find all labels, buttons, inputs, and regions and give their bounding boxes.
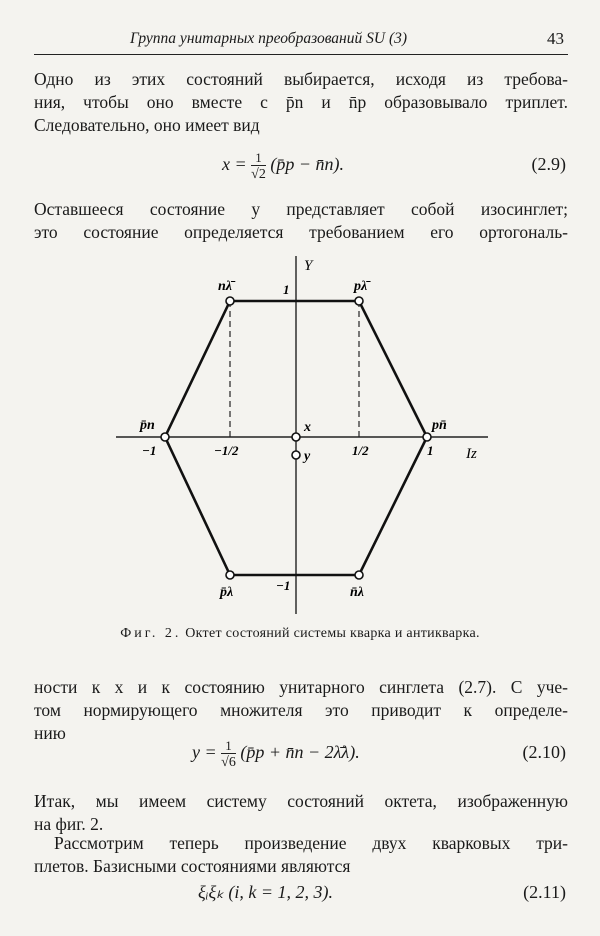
text-line: Одно из этих состояний выбирается, исходя из требова- bbox=[34, 69, 568, 89]
state-label-x: x bbox=[304, 420, 311, 435]
running-title: Группа унитарных преобразований SU (3) bbox=[130, 30, 408, 47]
caption-lead: Фиг. 2. bbox=[120, 626, 182, 641]
text-line: Следовательно, оно имеет вид bbox=[34, 115, 260, 135]
equation-2-11 bbox=[34, 880, 568, 920]
state-point bbox=[355, 297, 363, 305]
page-number: 43 bbox=[547, 29, 564, 48]
state-point bbox=[226, 571, 234, 579]
equation-2-10 bbox=[34, 736, 568, 776]
axis-x-label: Iz bbox=[466, 446, 477, 462]
text-line: Итак, мы имеем систему состояний октета, изображенную bbox=[34, 791, 568, 811]
state-point bbox=[226, 297, 234, 305]
text-line: нию bbox=[34, 723, 66, 743]
state-label-left: p̄n bbox=[140, 418, 155, 433]
axis-y-label: Y bbox=[304, 258, 313, 274]
octet-diagram bbox=[0, 248, 600, 628]
tick-x-left: −1 bbox=[142, 443, 157, 458]
equation-fraction bbox=[251, 150, 266, 182]
paragraph-4 bbox=[34, 790, 568, 836]
text-line: Рассмотрим теперь произведение двух кварковых три- bbox=[54, 833, 568, 853]
tick-x-right: 1 bbox=[427, 443, 434, 458]
text-line: это состояние определяется требованием его ортогональ- bbox=[34, 222, 568, 242]
paragraph-3 bbox=[34, 676, 568, 745]
paragraph-2 bbox=[34, 198, 568, 244]
paragraph-5 bbox=[34, 832, 568, 878]
fraction-denominator: √2 bbox=[251, 167, 266, 182]
running-header bbox=[34, 28, 568, 55]
state-point-x bbox=[292, 433, 300, 441]
equation-number: (2.10) bbox=[522, 742, 566, 762]
fraction-denominator: √6 bbox=[221, 755, 236, 770]
figure-caption bbox=[0, 626, 600, 642]
state-label-bottom-right: n̄λ bbox=[350, 585, 364, 600]
fraction-numerator: 1 bbox=[255, 150, 262, 165]
equation-2-9 bbox=[34, 148, 568, 188]
state-point bbox=[161, 433, 169, 441]
equation-fraction bbox=[221, 738, 236, 770]
equation-rhs: (p̄p + n̄n − 2λ̄λ). bbox=[240, 742, 360, 763]
fraction-numerator: 1 bbox=[225, 738, 232, 753]
state-point bbox=[423, 433, 431, 441]
paragraph-1 bbox=[34, 68, 568, 137]
equation-lhs: x = bbox=[222, 154, 247, 175]
equation-number: (2.11) bbox=[523, 882, 566, 902]
state-point bbox=[355, 571, 363, 579]
tick-x-half-right: 1/2 bbox=[352, 443, 369, 458]
equation-body: ξᵢξₖ (i, k = 1, 2, 3). bbox=[198, 882, 334, 902]
state-label-right: pn̄ bbox=[432, 418, 447, 433]
state-label-top-left: nλ̄ bbox=[218, 279, 232, 294]
text-line: плетов. Базисными состояниями являются bbox=[34, 856, 351, 876]
equation-number: (2.9) bbox=[531, 154, 566, 174]
state-label-top-right: pλ̄ bbox=[354, 279, 368, 294]
text-line: ния, чтобы оно вместе с p̄n и n̄p образовывало триплет. bbox=[34, 92, 568, 112]
tick-y-top: 1 bbox=[283, 282, 290, 297]
equation-rhs: (p̄p − n̄n). bbox=[270, 154, 344, 175]
state-point-y bbox=[292, 451, 300, 459]
text-line: ности к x и к состоянию унитарного синглета (2.7). С уче- bbox=[34, 677, 568, 697]
text-line: Оставшееся состояние y представляет собой изосинглет; bbox=[34, 199, 568, 219]
tick-y-bottom: −1 bbox=[276, 578, 291, 593]
caption-text: Октет состояний системы кварка и антикварка. bbox=[185, 626, 480, 641]
text-line: том нормирующего множителя это приводит к определе- bbox=[34, 700, 568, 720]
state-label-y: y bbox=[304, 449, 311, 464]
equation-lhs: y = bbox=[192, 742, 217, 763]
text-line: на фиг. 2. bbox=[34, 814, 104, 834]
state-label-bottom-left: p̄λ bbox=[220, 585, 234, 600]
tick-x-half-left: −1/2 bbox=[214, 443, 239, 458]
